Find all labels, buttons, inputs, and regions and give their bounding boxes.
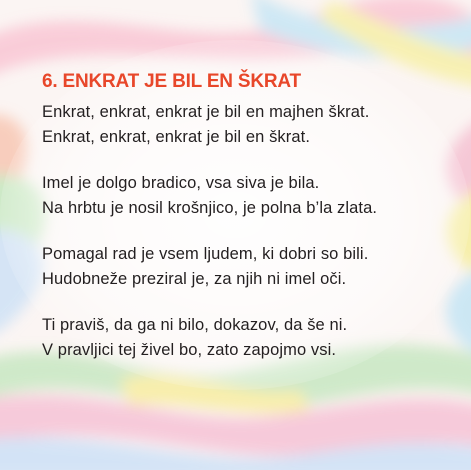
stanza-1	[42, 100, 452, 150]
lyric-line: Ti praviš, da ga ni bilo, dokazov, da še ni.	[42, 316, 348, 334]
lyric-line: Na hrbtu je nosil krošnjico, je polna b’la zlata.	[42, 199, 378, 217]
song-content	[42, 70, 452, 384]
lyric-line: Imel je dolgo bradico, vsa siva je bila.	[42, 174, 320, 192]
stanza-3	[42, 242, 452, 292]
stanza-2	[42, 171, 452, 221]
lyric-line: Enkrat, enkrat, enkrat je bil en škrat.	[42, 128, 311, 146]
stanza-4	[42, 313, 452, 363]
song-title: 6. ENKRAT JE BIL EN ŠKRAT	[42, 71, 301, 92]
lyric-line: V pravljici tej živel bo, zato zapojmo vsi.	[42, 341, 337, 359]
lyric-line: Pomagal rad je vsem ljudem, ki dobri so bili.	[42, 245, 369, 263]
lyric-line: Hudobneže preziral je, za njih ni imel oči.	[42, 270, 347, 288]
lyric-line: Enkrat, enkrat, enkrat je bil en majhen škrat.	[42, 103, 370, 121]
